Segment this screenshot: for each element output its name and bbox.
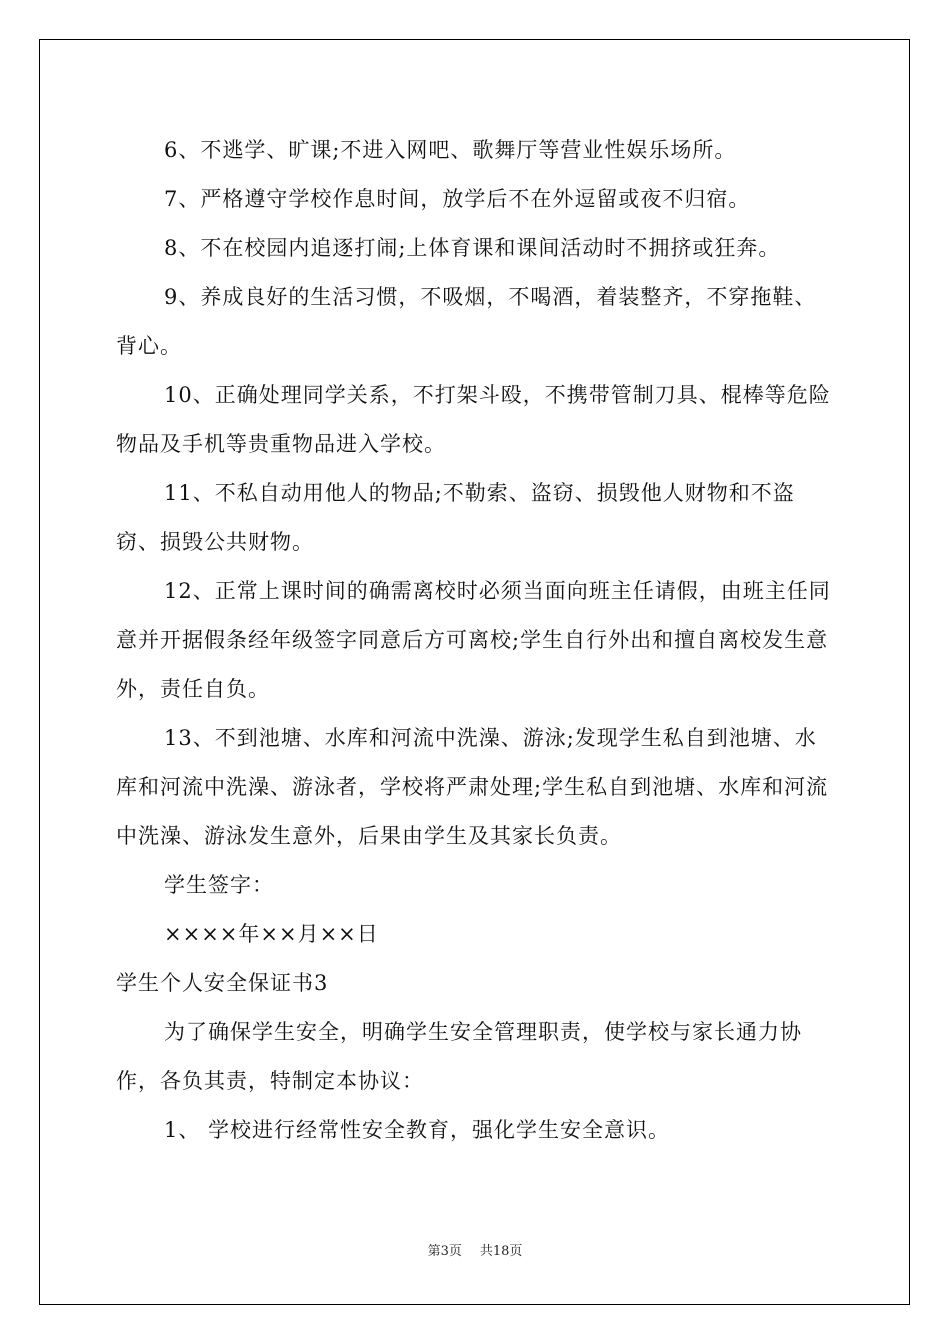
page-footer xyxy=(0,1240,950,1259)
paragraph-rule-6: 6、不逃学、旷课;不进入网吧、歌舞厅等营业性娱乐场所。 xyxy=(164,138,737,162)
date-line: ××××年××月××日 xyxy=(164,922,379,946)
page-total: 共18页 xyxy=(479,1244,523,1259)
paragraph-item-1: 1、 学校进行经常性安全教育，强化学生安全意识。 xyxy=(164,1118,671,1142)
paragraph-rule-10: 10、正确处理同学关系，不打架斗殴，不携带管制刀具、棍棒等危险物品及手机等贵重物品进入学校。 xyxy=(116,383,831,456)
paragraph-intro: 为了确保学生安全，明确学生安全管理职责，使学校与家长通力协作，各负其责，特制定本协议： xyxy=(116,1020,802,1093)
paragraph-rule-7: 7、严格遵守学校作息时间，放学后不在外逗留或夜不归宿。 xyxy=(164,187,751,211)
page-number: 第3页 xyxy=(427,1244,462,1259)
paragraph-rule-8: 8、不在校园内追逐打闹;上体育课和课间活动时不拥挤或狂奔。 xyxy=(164,236,781,260)
paragraph-rule-9: 9、养成良好的生活习惯，不吸烟，不喝酒，着装整齐，不穿拖鞋、背心。 xyxy=(116,285,817,358)
paragraph-rule-12: 12、正常上课时间的确需离校时必须当面向班主任请假，由班主任同意并开据假条经年级签字同意后方可离校;学生自行外出和擅自离校发生意外，责任自负。 xyxy=(116,579,831,701)
document-body xyxy=(116,126,836,1155)
paragraph-rule-11: 11、不私自动用他人的物品;不勒索、盗窃、损毁他人财物和不盗窃、损毁公共财物。 xyxy=(116,481,795,554)
section-title: 学生个人安全保证书3 xyxy=(116,971,329,995)
paragraph-rule-13: 13、不到池塘、水库和河流中洗澡、游泳;发现学生私自到池塘、水库和河流中洗澡、游泳者，学校将严肃处理;学生私自到池塘、水库和河流中洗澡、游泳发生意外，后果由学生及其家长负责。 xyxy=(116,726,829,848)
student-signature-line: 学生签字： xyxy=(164,873,274,897)
